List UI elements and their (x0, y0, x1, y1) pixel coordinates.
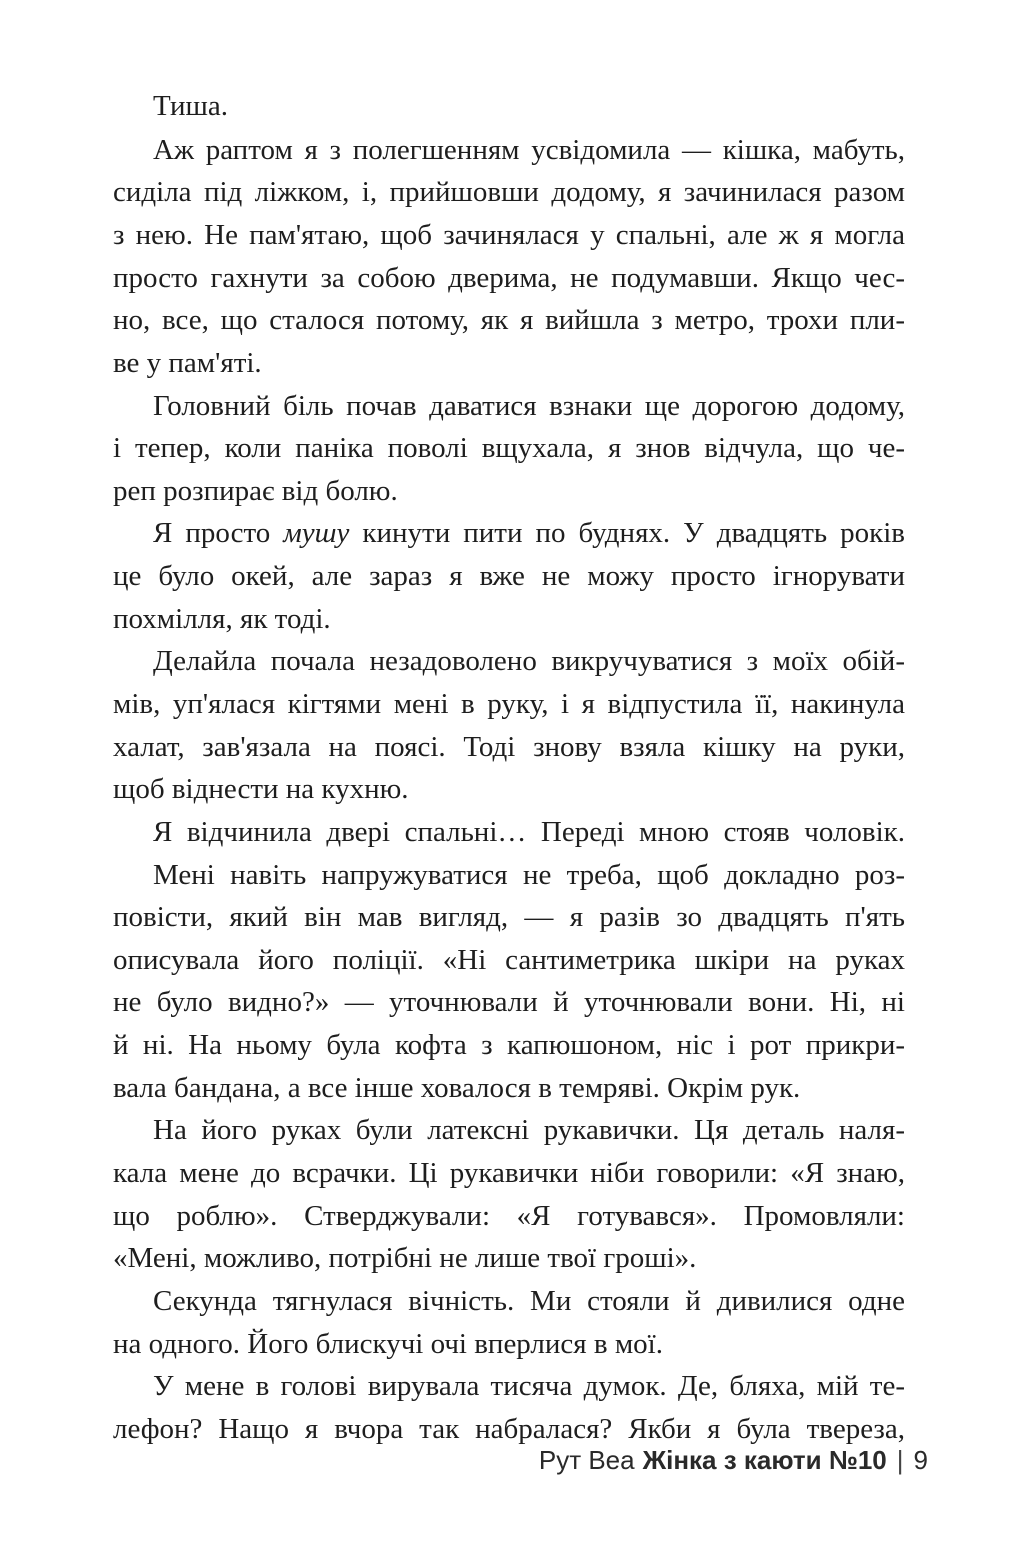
text-line: вала бандана, а все інше ховалося в темряві. Окрім рук. (113, 1072, 801, 1104)
text-line: не було видно?» — уточнювали й уточнювали вони. Ні, ні (113, 986, 905, 1018)
text-run: Я просто (153, 517, 284, 549)
text-line: ве у пам'яті. (113, 347, 262, 379)
text-line: лефон? Нащо я вчора так набралася? Якби я була твереза, (113, 1413, 905, 1445)
text-line: но, все, що сталося потому, як я вийшла з метро, трохи пли- (113, 304, 905, 336)
text-line: й ні. На ньому була кофта з капюшоном, ніс і рот прикри- (113, 1029, 905, 1061)
emphasized-word: мушу (283, 517, 350, 549)
text-line: сиділа під ліжком, і, прийшовши додому, я зачинилася разом (113, 176, 905, 208)
text-line: На його руках були латексні рукавички. Ця деталь наля- (153, 1114, 905, 1146)
text-line: кала мене до всрачки. Ці рукавички ніби говорили: «Я знаю, (113, 1157, 905, 1189)
text-line: Секунда тягнулася вічність. Ми стояли й дивилися одне (153, 1285, 905, 1317)
text-line: «Мені, можливо, потрібні не лише твої гроші». (113, 1242, 697, 1274)
page-number: 9 (913, 1445, 928, 1475)
text-line: халат, зав'язала на поясі. Тоді знову взяла кішку на руки, (113, 731, 905, 763)
text-line: на одного. Його блискучі очі вперлися в мої. (113, 1328, 663, 1360)
running-footer (539, 1440, 928, 1480)
footer-author: Рут Веа (538, 1445, 635, 1475)
text-line: що роблю». Стверджували: «Я готувався». Промовляли: (113, 1200, 905, 1232)
text-line: це було окей, але зараз я вже не можу просто ігнорувати (113, 560, 905, 592)
text-line: Я відчинила двері спальні… Переді мною стояв чоловік. (153, 816, 905, 848)
text-line: Мені навіть напружуватися не треба, щоб докладно роз- (153, 859, 905, 891)
text-line: Головний біль почав даватися взнаки ще дорогою додому, (153, 390, 905, 422)
text-line: реп розпирає від болю. (113, 475, 398, 507)
text-line: Аж раптом я з полегшенням усвідомила — кішка, мабуть, (153, 134, 905, 166)
text-line: описувала його поліції. «Ні сантиметрика шкіри на руках (113, 944, 905, 976)
text-line: і тепер, коли паніка поволі вщухала, я знов відчула, що че- (113, 432, 905, 464)
footer-separator: | (896, 1445, 904, 1475)
text-line: Тиша. (153, 90, 228, 122)
text-line: з нею. Не пам'ятаю, щоб зачинялася у спальні, але ж я могла (113, 219, 905, 251)
footer-book-title: Жінка з каюти №10 (642, 1445, 887, 1475)
text-line (153, 513, 905, 553)
text-line: просто гахнути за собою дверима, не подумавши. Якщо чес- (113, 262, 905, 294)
text-line: похмілля, як тоді. (113, 603, 331, 635)
text-line: щоб віднести на кухню. (113, 773, 409, 805)
text-line: Делайла почала незадоволено викручуватися з моїх обій- (153, 645, 905, 677)
text-line: У мене в голові вирувала тисяча думок. Де, бляха, мій те- (153, 1370, 905, 1402)
text-run: кинути пити по буднях. У двадцять років (349, 517, 905, 549)
text-line: мів, уп'ялася кігтями мені в руку, і я відпустила її, накинула (113, 688, 905, 720)
text-line: повісти, який він мав вигляд, — я разів зо двадцять п'ять (113, 901, 905, 933)
